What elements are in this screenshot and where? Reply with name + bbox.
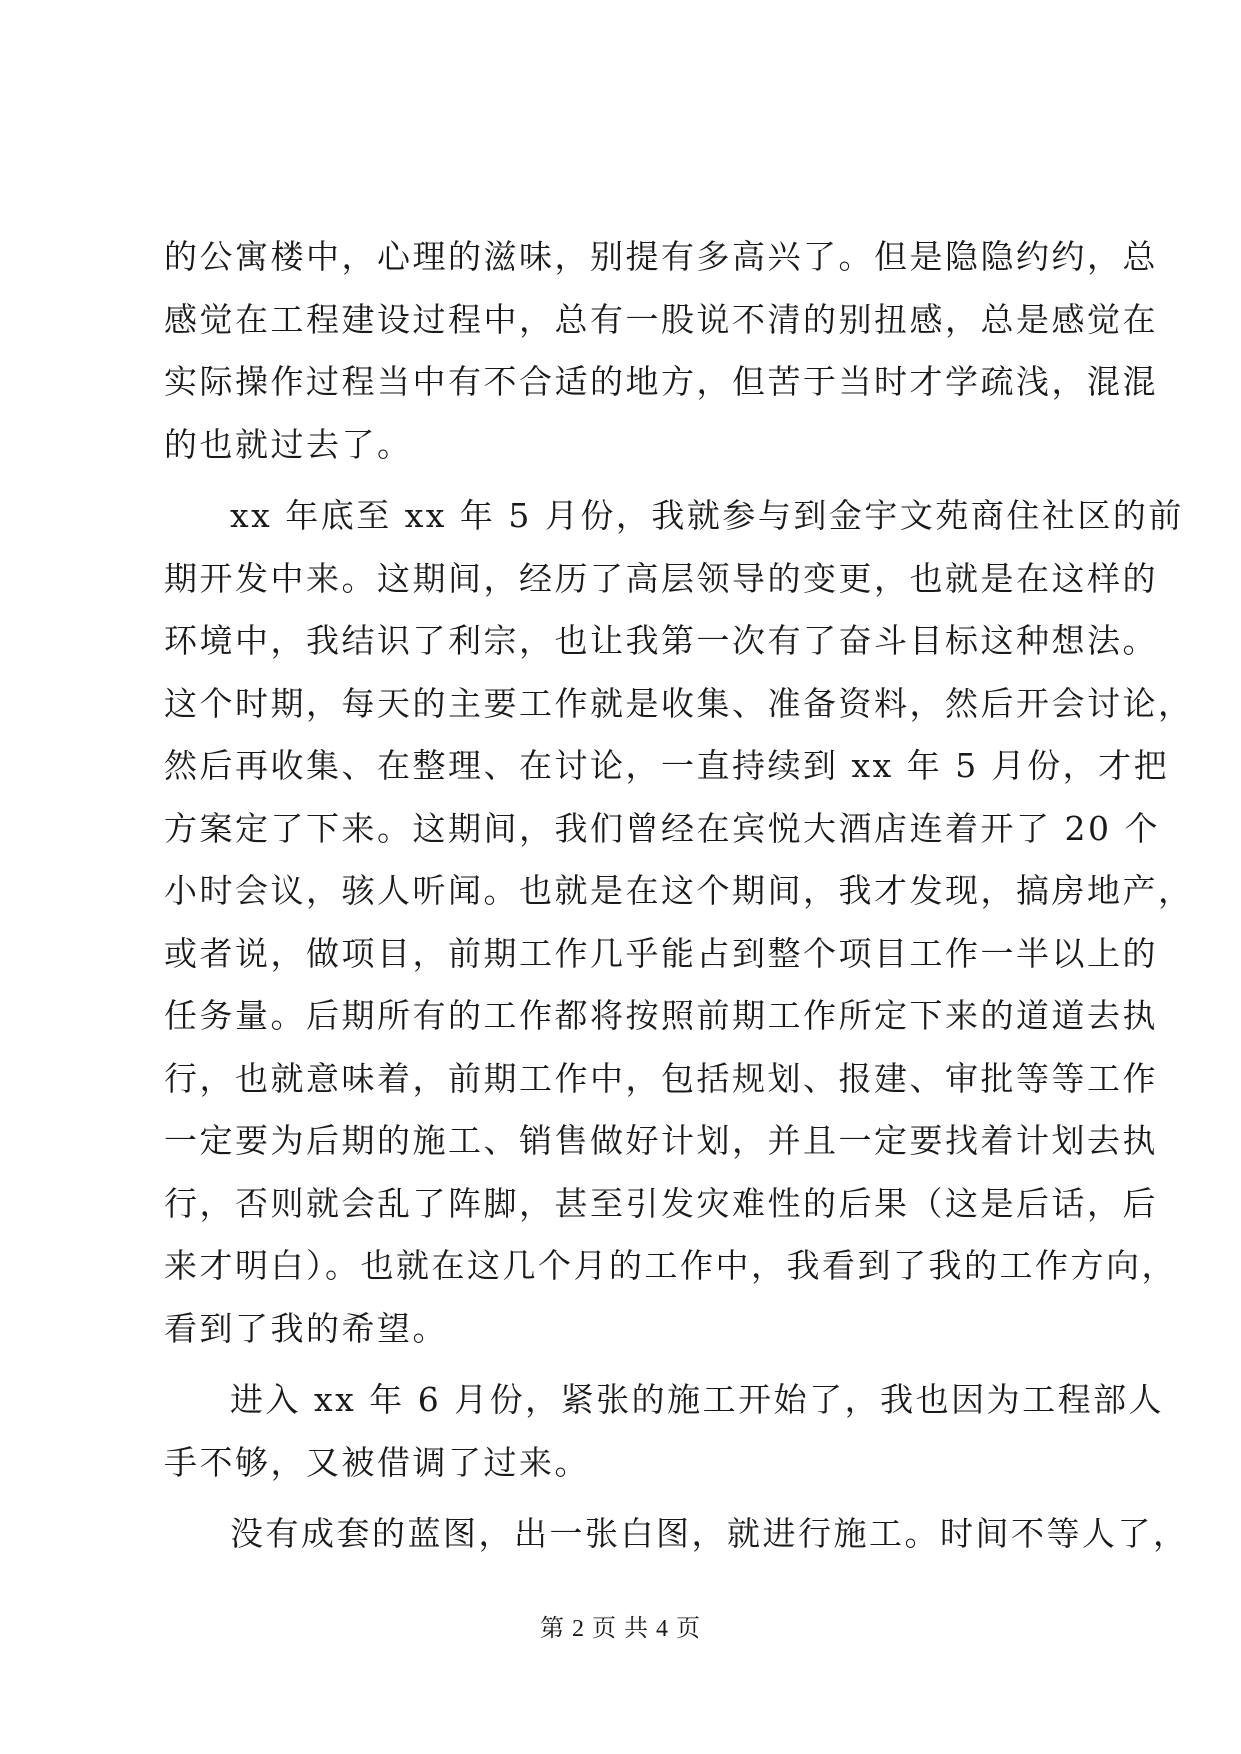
text-line: 行，否则就会乱了阵脚，甚至引发灾难性的后果（这是后话，后 [164,1183,1158,1223]
text-line: 来才明白）。也就在这几个月的工作中，我看到了我的工作方向， [164,1246,1177,1285]
text-line: 进入 xx 年 6 月份，紧张的施工开始了，我也因为工程部人 [230,1380,1165,1419]
paragraph-2 [164,485,1194,1360]
text-line: 小时会议，骇人听闻。也就是在这个期间，我才发现，搞房地产， [164,871,1194,910]
text-line: 实际操作过程当中有不合适的地方，但苦于当时才学疏浅，混混 [164,362,1158,401]
page-number-footer: 第 2 页 共 4 页 [540,1616,701,1642]
text-line: 期开发中来。这期间，经历了高层领导的变更，也就是在这样的 [164,558,1158,598]
text-line: 环境中，我结识了利宗，也让我第一次有了奋斗目标这种想法。 [164,621,1158,660]
text-line: 看到了我的希望。 [164,1308,448,1348]
text-line: 然后再收集、在整理、在讨论，一直持续到 xx 年 5 月份，才把 [164,746,1170,785]
text-line: 没有成套的蓝图，出一张白图，就进行施工。时间不等人了， [230,1514,1189,1553]
text-line: 或者说，做项目，前期工作几乎能占到整个项目工作一半以上的 [164,933,1158,973]
text-line: 行，也就意味着，前期工作中，包括规划、报建、审批等等工作 [164,1058,1158,1098]
text-line: 手不够，又被借调了过来。 [164,1442,590,1482]
text-line: xx 年底至 xx 年 5 月份，我就参与到金宇文苑商住社区的前 [230,496,1184,535]
text-line: 任务量。后期所有的工作都将按照前期工作所定下来的道道去执 [164,996,1158,1035]
paragraph-1 [164,226,1158,476]
document-body [164,226,1194,1575]
text-line: 的公寓楼中，心理的滋味，别提有多高兴了。但是隐隐约约，总 [164,237,1158,276]
text-line: 的也就过去了。 [164,424,413,464]
paragraph-4 [164,1503,1189,1566]
text-line: 这个时期，每天的主要工作就是收集、准备资料，然后开会讨论， [164,683,1194,723]
paragraph-3 [164,1369,1165,1494]
text-line: 一定要为后期的施工、销售做好计划，并且一定要找着计划去执 [164,1121,1158,1160]
text-line: 方案定了下来。这期间，我们曾经在宾悦大酒店连着开了 20 个 [164,808,1160,848]
text-line: 感觉在工程建设过程中，总有一股说不清的别扭感，总是感觉在 [164,299,1158,339]
